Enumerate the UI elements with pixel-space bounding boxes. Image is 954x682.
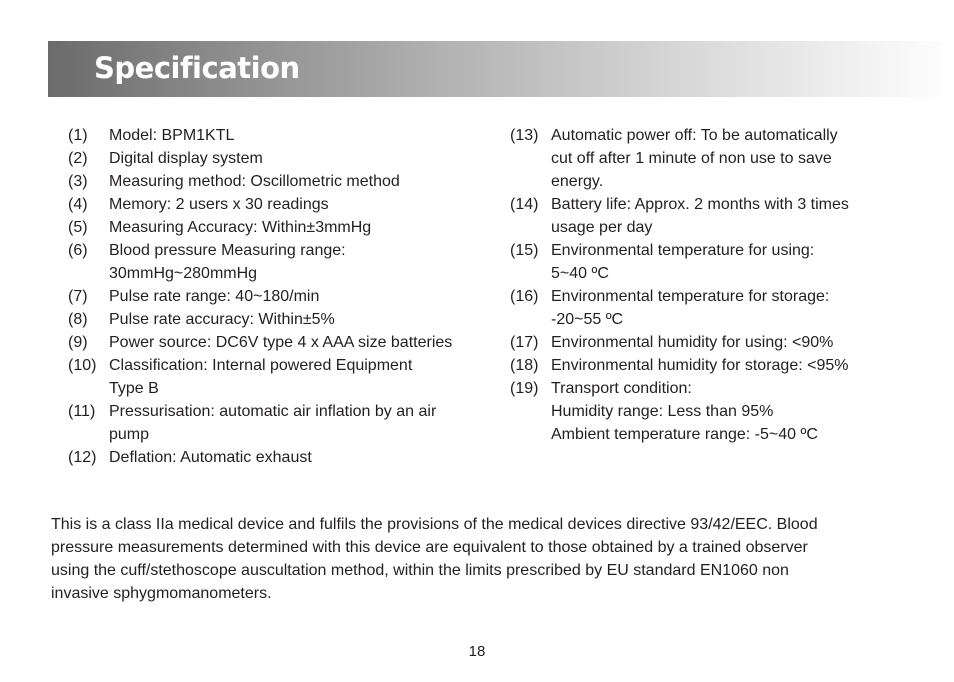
spec-item-line: Environmental temperature for using: (551, 242, 815, 259)
note-line: pressure measurements determined with this device are equivalent to those obtained by a trained observer (51, 539, 808, 556)
page-title: Specification (94, 51, 300, 85)
spec-item-number: (12) (68, 449, 97, 466)
note-line: This is a class IIa medical device and fulfils the provisions of the medical devices directive 93/42/EEC. Blood (51, 516, 818, 533)
spec-item-line: Blood pressure Measuring range: (109, 242, 346, 259)
spec-item (510, 331, 930, 354)
spec-item-number: (6) (68, 242, 88, 259)
spec-item-text (109, 147, 263, 170)
spec-item (68, 308, 488, 331)
spec-list-left (68, 124, 488, 469)
spec-item-line: Pulse rate accuracy: Within±5% (109, 311, 335, 328)
spec-item-number: (13) (510, 127, 539, 144)
spec-item-line: Automatic power off: To be automatically (551, 127, 838, 144)
spec-item-line: pump (109, 426, 150, 443)
spec-item-text (109, 193, 329, 216)
spec-item-line: Pressurisation: automatic air inflation by an air (109, 403, 437, 420)
spec-list-right (510, 124, 930, 446)
spec-item (68, 446, 488, 469)
spec-item (68, 400, 488, 446)
spec-item-number: (19) (510, 380, 539, 397)
spec-item (68, 331, 488, 354)
spec-item-text (109, 239, 346, 285)
spec-item-line: 30mmHg~280mmHg (109, 265, 258, 282)
spec-item-line: Model: BPM1KTL (109, 127, 235, 144)
spec-item-number: (14) (510, 196, 539, 213)
note-line: invasive sphygmomanometers. (51, 585, 272, 602)
spec-item (68, 124, 488, 147)
spec-item-line: -20~55 ºC (551, 311, 624, 328)
spec-item-line: Humidity range: Less than 95% (551, 403, 774, 420)
spec-item-text (109, 170, 400, 193)
spec-item-line: 5~40 ºC (551, 265, 609, 282)
spec-item-line: Environmental temperature for storage: (551, 288, 830, 305)
note-line: using the cuff/stethoscope auscultation method, within the limits prescribed by EU standard EN1060 non (51, 562, 789, 579)
spec-item-text (551, 193, 849, 239)
spec-item (510, 239, 930, 285)
spec-item-number: (2) (68, 150, 88, 167)
spec-item (68, 170, 488, 193)
spec-item (68, 239, 488, 285)
spec-item (510, 377, 930, 446)
spec-item-number: (1) (68, 127, 88, 144)
spec-item (68, 354, 488, 400)
spec-item-number: (11) (68, 403, 96, 420)
spec-item-line: usage per day (551, 219, 653, 236)
spec-item-text (109, 216, 371, 239)
spec-item-line: Power source: DC6V type 4 x AAA size batteries (109, 334, 453, 351)
spec-item-line: Deflation: Automatic exhaust (109, 449, 312, 466)
spec-item-line: Ambient temperature range: -5~40 ºC (551, 426, 818, 443)
spec-item-text (551, 331, 833, 354)
spec-item-line: Environmental humidity for using: <90% (551, 334, 834, 351)
compliance-note (51, 513, 911, 605)
spec-item-text (109, 308, 335, 331)
spec-item-number: (9) (68, 334, 88, 351)
spec-item-line: Battery life: Approx. 2 months with 3 times (551, 196, 849, 213)
spec-item-line: energy. (551, 173, 604, 190)
spec-item-line: Measuring method: Oscillometric method (109, 173, 400, 190)
spec-item-number: (5) (68, 219, 88, 236)
spec-item-line: cut off after 1 minute of non use to save (551, 150, 832, 167)
spec-item-number: (8) (68, 311, 88, 328)
spec-item-number: (17) (510, 334, 539, 351)
spec-item (510, 193, 930, 239)
spec-item-text (109, 331, 452, 354)
spec-item-text (551, 124, 838, 193)
spec-item-text (551, 354, 848, 377)
spec-item-number: (10) (68, 357, 97, 374)
spec-item-line: Memory: 2 users x 30 readings (109, 196, 329, 213)
spec-item (510, 124, 930, 193)
section-header-bar (48, 41, 954, 97)
spec-item-number: (7) (68, 288, 88, 305)
spec-item-number: (15) (510, 242, 539, 259)
spec-item-text (551, 285, 829, 331)
spec-item-text (109, 124, 234, 147)
spec-item-text (109, 354, 412, 400)
spec-item (68, 193, 488, 216)
spec-item (68, 147, 488, 170)
spec-item-line: Digital display system (109, 150, 263, 167)
spec-item-text (109, 285, 319, 308)
spec-item (510, 285, 930, 331)
spec-item-number: (3) (68, 173, 88, 190)
spec-item-line: Measuring Accuracy: Within±3mmHg (109, 219, 372, 236)
page-number: 18 (468, 643, 486, 660)
spec-item-text (551, 377, 818, 446)
spec-item-line: Classification: Internal powered Equipment (109, 357, 413, 374)
spec-item (68, 285, 488, 308)
spec-item-text (109, 400, 436, 446)
spec-item-line: Transport condition: (551, 380, 692, 397)
spec-item-line: Environmental humidity for storage: <95% (551, 357, 849, 374)
spec-item (68, 216, 488, 239)
spec-item-number: (18) (510, 357, 539, 374)
spec-item-line: Pulse rate range: 40~180/min (109, 288, 320, 305)
spec-item-number: (16) (510, 288, 539, 305)
spec-item-text (551, 239, 814, 285)
spec-item-text (109, 446, 312, 469)
spec-item-line: Type B (109, 380, 159, 397)
spec-item-number: (4) (68, 196, 88, 213)
spec-item (510, 354, 930, 377)
